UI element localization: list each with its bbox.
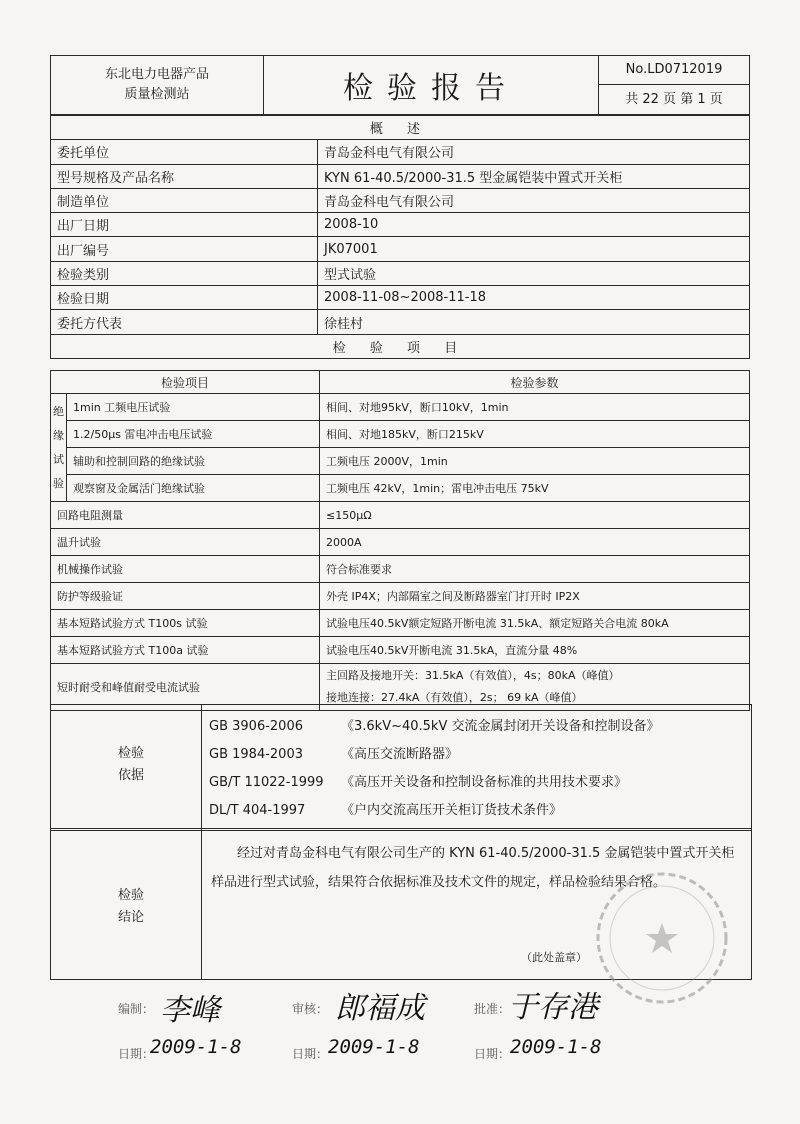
items-heading: 检 验 项 目 <box>51 334 750 358</box>
overview-value: 青岛金科电气有限公司 <box>318 188 750 212</box>
overview-value: 2008-11-08~2008-11-18 <box>318 286 750 310</box>
overview-label: 出厂编号 <box>51 237 318 261</box>
standard-code: GB/T 11022-1999 <box>209 775 324 790</box>
test-item-parameter: 试验电压40.5kV额定短路开断电流 31.5kA、额定短路关合电流 80kA <box>320 610 750 637</box>
overview-value: JK07001 <box>318 237 750 261</box>
approved-date: 2009-1-8 <box>510 1036 602 1058</box>
test-item-name: 基本短路试验方式 T100a 试验 <box>51 637 320 664</box>
reviewed-by-signature: 郎福成 <box>335 991 425 1026</box>
test-item-name: 短时耐受和峰值耐受电流试验 <box>51 664 320 711</box>
standard-code: GB 1984-2003 <box>209 747 303 762</box>
test-item-parameter: 符合标准要求 <box>320 556 750 583</box>
test-item-row <box>51 448 750 475</box>
test-item-parameter: ≤150μΩ <box>320 502 750 529</box>
test-item-row <box>51 610 750 637</box>
test-item-name: 防护等级验证 <box>51 583 320 610</box>
org-line-2: 质量检测站 <box>124 87 190 102</box>
test-item-parameter: 工频电压 2000V，1min <box>320 448 750 475</box>
overview-row <box>51 140 750 164</box>
report-title: 检验报告 <box>264 56 599 115</box>
overview-value: 型式试验 <box>318 261 750 285</box>
doc-info <box>599 56 750 115</box>
document-number: No.LD0712019 <box>599 56 749 85</box>
prepared-date: 2009-1-8 <box>150 1036 242 1058</box>
conclusion-text: 经过对青岛金科电气有限公司生产的 KYN 61-40.5/2000-31.5 金属铠装中置式开关柜样品进行型式试验，结果符合依据标准及技术文件的规定，样品检验结果合格。 <box>211 846 735 890</box>
prepared-by-signature: 李峰 <box>160 993 220 1028</box>
overview-value: 青岛金科电气有限公司 <box>318 140 750 164</box>
basis-label-line-2: 依据 <box>117 768 144 783</box>
standard-code: GB 3906-2006 <box>209 719 303 734</box>
stamp-note: （此处盖章） <box>521 951 587 964</box>
reviewed-date: 2009-1-8 <box>328 1036 420 1058</box>
test-item-parameter: 外壳 IP4X；内部隔室之间及断路器室门打开时 IP2X <box>320 583 750 610</box>
overview-row <box>51 188 750 212</box>
standard-item <box>209 743 458 762</box>
official-seal-icon <box>592 868 732 1008</box>
test-item-row <box>51 502 750 529</box>
reviewed-by-label: 审核： <box>292 1002 329 1016</box>
test-item-name: 1.2/50μs 雷电冲击电压试验 <box>67 421 320 448</box>
standard-title: 《高压交流断路器》 <box>341 747 459 762</box>
page-info: 共 22 页 第 1 页 <box>625 92 723 107</box>
standard-code: DL/T 404-1997 <box>209 803 306 818</box>
test-item-parameter: 试验电压40.5kV开断电流 31.5kA，直流分量 48% <box>320 637 750 664</box>
test-item-row <box>51 637 750 664</box>
conclusion-label-line-1: 检验 <box>117 888 144 903</box>
basis-section <box>50 704 752 831</box>
overview-label: 检验类别 <box>51 261 318 285</box>
prepared-by-label: 编制： <box>118 1002 155 1016</box>
test-item-name: 1min 工频电压试验 <box>67 394 320 421</box>
test-item-parameter: 工频电压 42kV，1min；雷电冲击电压 75kV <box>320 475 750 502</box>
overview-row <box>51 237 750 261</box>
test-item-row <box>51 529 750 556</box>
overview-label: 检验日期 <box>51 286 318 310</box>
test-item-row <box>51 583 750 610</box>
test-item-name: 观察窗及金属活门绝缘试验 <box>67 475 320 502</box>
standard-item <box>209 715 660 734</box>
test-item-row <box>51 475 750 502</box>
report-header <box>50 55 750 115</box>
overview-value: 徐桂村 <box>318 310 750 334</box>
overview-label: 制造单位 <box>51 188 318 212</box>
overview-label: 型号规格及产品名称 <box>51 164 318 188</box>
approved-by-signature: 于存港 <box>508 990 598 1025</box>
overview-row <box>51 213 750 237</box>
prepared-date-label: 日期： <box>118 1047 155 1061</box>
test-item-parameter: 相间、对地95kV，断口10kV，1min <box>320 394 750 421</box>
reviewed-date-label: 日期： <box>292 1047 329 1061</box>
short-time-param-main: 主回路及接地开关：31.5kA（有效值），4s；80kA（峰值） <box>326 669 620 682</box>
overview-table <box>50 115 750 359</box>
overview-value: 2008-10 <box>318 213 750 237</box>
column-header-item: 检验项目 <box>51 371 320 394</box>
org-line-1: 东北电力电器产品 <box>104 67 209 82</box>
standard-item <box>209 771 627 790</box>
overview-row <box>51 286 750 310</box>
standard-item <box>209 799 562 818</box>
conclusion-label <box>51 829 202 979</box>
test-items-table <box>50 370 750 711</box>
standard-title: 《3.6kV~40.5kV 交流金属封闭开关设备和控制设备》 <box>341 719 660 734</box>
overview-label: 委托方代表 <box>51 310 318 334</box>
basis-label-line-1: 检验 <box>117 746 144 761</box>
test-item-row <box>51 394 750 421</box>
test-item-name: 机械操作试验 <box>51 556 320 583</box>
conclusion-label-line-2: 结论 <box>117 910 144 925</box>
approved-date-label: 日期： <box>474 1047 511 1061</box>
overview-label: 出厂日期 <box>51 213 318 237</box>
overview-label: 委托单位 <box>51 140 318 164</box>
overview-row <box>51 164 750 188</box>
standard-title: 《高压开关设备和控制设备标准的共用技术要求》 <box>341 775 628 790</box>
overview-row <box>51 261 750 285</box>
overview-value: KYN 61-40.5/2000-31.5 型金属铠装中置式开关柜 <box>318 164 750 188</box>
short-time-param-earth: 接地连接：27.4kA（有效值），2s； 69 kA（峰值） <box>326 691 583 704</box>
test-item-name: 基本短路试验方式 T100s 试验 <box>51 610 320 637</box>
test-item-name: 辅助和控制回路的绝缘试验 <box>67 448 320 475</box>
overview-heading: 概 述 <box>51 116 750 140</box>
test-item-row <box>51 421 750 448</box>
test-item-name: 温升试验 <box>51 529 320 556</box>
basis-label <box>51 705 202 830</box>
test-item-parameter: 相间、对地185kV，断口215kV <box>320 421 750 448</box>
approved-by-label: 批准： <box>474 1002 511 1016</box>
test-item-name: 回路电阻测量 <box>51 502 320 529</box>
issuing-organization <box>51 56 264 115</box>
test-item-row <box>51 556 750 583</box>
test-item-parameter: 2000A <box>320 529 750 556</box>
insulation-group-label: 绝缘试验 <box>51 394 67 502</box>
column-header-parameter: 检验参数 <box>320 371 750 394</box>
standard-title: 《户内交流高压开关柜订货技术条件》 <box>341 803 563 818</box>
overview-row <box>51 310 750 334</box>
